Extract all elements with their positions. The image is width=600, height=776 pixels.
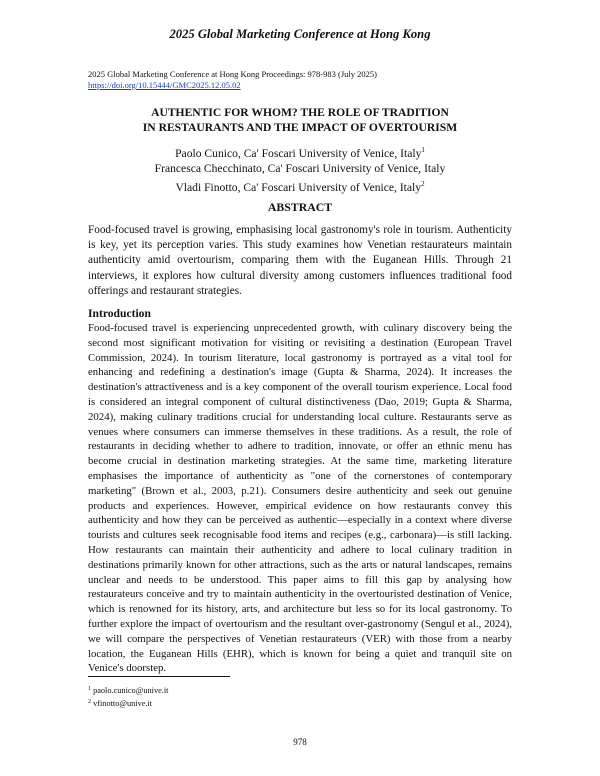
footnote-divider (88, 676, 230, 677)
proceedings-citation: 2025 Global Marketing Conference at Hong Kong Proceedings: 978-983 (July 2025) (88, 69, 377, 79)
author-line (0, 143, 600, 162)
footnote-number: 2 (88, 698, 91, 705)
author-list (0, 143, 600, 195)
author-line (0, 177, 600, 196)
footnote-email: vfinotto@unive.it (93, 698, 153, 708)
page-number: 978 (293, 737, 307, 747)
title-line-1: AUTHENTIC FOR WHOM? THE ROLE OF TRADITION (151, 106, 449, 119)
author-line (0, 162, 600, 177)
footnote-email: paolo.cunico@unive.it (93, 686, 169, 695)
introduction-text: Food-focused travel is experiencing unprecedented growth, with culinary discovery being the second most significant motivation for visiting or revisiting a destination (European Travel Commission, 2024). In tourism literature, local gastronomy is portrayed as a vital tool for enhancing and redefining a destination's image (Gupta & Sharma, 2024). It increases the destination's attractiveness and is a key component of the overall tourism experience. Local food is considered an integral component of cultural distinctiveness (Dao, 2019; Gupta & Sharma, 2024), making culinary traditions crucial for understanding local culture. Restaurants serve as venues where consumers can immerse themselves in these traditions. As a result, the role of restaurants in deciding whether to adhere to tradition, innovate, or offer an ethnic menu has become crucial in destination marketing strategies. At the same time, marketing literature emphasises the importance of authenticity as "one of the cornerstones of contemporary marketing" (Brown et al., 2003, p.21). Consumers desire authenticity and seek out genuine products and experiences. However, empirical evidence on how restaurants convey this authenticity and how they can be perceived as authentic—especially in a context where diverse tourists and cultures seek recognisable food items and recipes (e.g., carbonara)—is still lacking. How restaurants can maintain their authenticity and adhere to local culinary tradition in destinations primarily known for other attractions, such as the arts or natural landscapes, remains unclear and needs to be understood. This paper aims to fill this gap by analysing how restaurateurs conceive and try to maintain authenticity in the overtouristed destination of Venice, which is renowned for its history, arts, and architecture but less so for its local gastronomy. To further explore the impact of overtourism and the resultant over-gastronomy (Sengul et al., 2024), we will compare the perspectives of Venetian restaurateurs (VER) with those from a nearby location, the Euganean Hills (EHR), which is known for being a quiet and tranquil site on Venice's doorstep. (88, 322, 512, 675)
footnote (88, 684, 168, 697)
title-line-2: IN RESTAURANTS AND THE IMPACT OF OVERTOURISM (142, 121, 458, 134)
paper-title (0, 105, 600, 135)
introduction-heading: Introduction (88, 307, 151, 320)
conference-header: 2025 Global Marketing Conference at Hong Kong (169, 27, 431, 41)
footnotes (88, 684, 168, 710)
footnote-mark[interactable]: 2 (421, 179, 425, 188)
footnote-number: 1 (88, 686, 91, 692)
author-name: Paolo Cunico, Ca' Foscari University of Venice, Italy (175, 147, 422, 160)
proceedings-info (88, 69, 377, 91)
footnote-mark[interactable]: 1 (421, 146, 425, 154)
author-name: Vladi Finotto, Ca' Foscari University of Venice, Italy (175, 180, 422, 194)
author-name: Francesca Checchinato, Ca' Foscari University of Venice, Italy (154, 161, 446, 175)
abstract-text: Food-focused travel is growing, emphasising local gastronomy's role in tourism. Authenticity is key, yet its perception varies. This study examines how Venetian restaurateurs maintain authenticity amid overtourism, comparing them with the Euganean Hills. Through 21 interviews, it explores how cultural diversity among customers influences traditional food offerings and restaurant strategies. (88, 224, 512, 297)
doi-link[interactable]: https://doi.org/10.15444/GMC2025.12.05.02 (88, 80, 241, 90)
footnote (88, 697, 168, 710)
abstract-heading: ABSTRACT (267, 200, 333, 214)
